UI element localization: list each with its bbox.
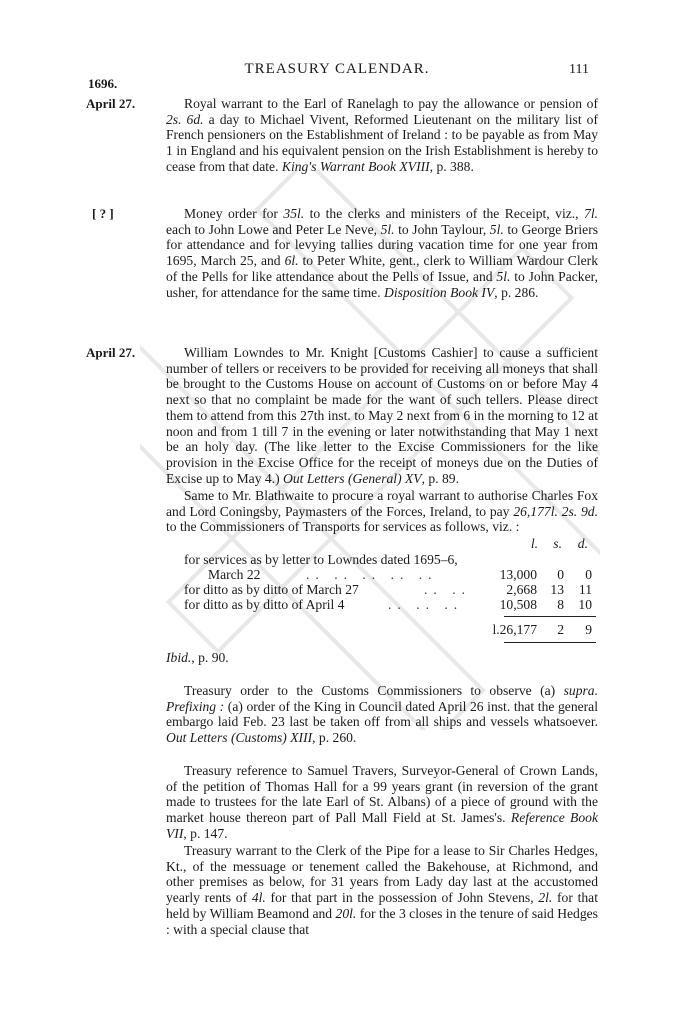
text-segment: , p. 388. <box>429 158 474 174</box>
sum-rule-top <box>504 616 596 617</box>
source-citation: Reference Book VII <box>166 810 598 841</box>
source-citation: Out Letters (Customs) XIII <box>166 730 313 746</box>
col-pounds: l. <box>530 536 538 551</box>
entry-date: [ ? ] <box>92 206 114 221</box>
amount-shillings: 0 <box>557 567 564 582</box>
text-italic: 5l. <box>380 221 395 237</box>
leader-dots: .. .. .. .. .. <box>306 567 438 582</box>
entry-text <box>166 345 598 486</box>
text-italic: supra. <box>563 683 598 698</box>
text-segment: to Peter White, gent., clerk to William Wardour Clerk of the Pells for like attendance about the Pells of Issue, and <box>166 253 598 284</box>
text-segment: William Lowndes to Mr. Knight [Customs Cashier] to cause a sufficient number of tellers or receivers to be provided for receiving all moneys that shall be brought to the Customs House on account of Customs on or before May 4 next so that no complaint be made for the want of such tellers. Please direct them to attend from this 27th inst. to May 2 next from 6 in the morning to 12 at noon and from 1 till 7 in the evening or later notwithstanding that May 1 next be an holy day. (The like letter to the Excise Commissioners for the like provision in the Excise Office for the receipt of moneys due on the Duties of Excise up to May 4.) <box>166 345 598 486</box>
text-segment: , p. 90. <box>191 650 229 665</box>
col-shillings: s. <box>553 536 562 551</box>
page-header <box>0 61 674 91</box>
entry-text <box>166 96 598 175</box>
entry-date: April 27. <box>86 345 136 360</box>
amount-row <box>166 597 598 613</box>
total-pounds: l.26,177 <box>492 622 537 637</box>
entry-pipe-warrant <box>166 843 598 937</box>
amount-pounds: 10,508 <box>499 597 537 612</box>
text-segment: a day to Michael Vivent, Reformed Lieutenant on the military list of French pensioners on the Establishment of Ireland : to be payable as from May 1 in England and his equivalent pension on the Irish Establishment is hereby to cease from that date. <box>166 111 598 174</box>
total-pence: 9 <box>585 622 592 637</box>
amount-label: for ditto as by ditto of March 27 <box>184 582 359 597</box>
leader-dots: .. .. .. <box>388 597 464 612</box>
amount-reference <box>166 650 598 666</box>
entry-date: April 27. <box>86 96 136 111</box>
text-italic: 26,177l. 2s. 9d. <box>513 503 598 519</box>
text-segment: for the 3 closes in the tenure of said Hedges : with a special clause that <box>166 905 598 937</box>
source-citation: Ibid. <box>166 650 192 665</box>
text-italic: Prefixing : <box>166 698 225 714</box>
text-italic: 35l. <box>283 206 305 221</box>
text-segment: for that part in the possession of John Stevens, <box>265 890 539 906</box>
source-citation: King's Warrant Book XVIII <box>281 158 430 174</box>
leader-dots: .. .. <box>424 582 471 597</box>
text-segment: (a) order of the King in Council dated April 26 inst. that the general embargo laid Feb. 23 last be taken off from all ships and vessels whatsoever. <box>166 698 598 730</box>
text-italic: 7l. <box>584 206 598 221</box>
entry-text <box>166 206 598 300</box>
text-segment: , p. 89. <box>421 470 459 486</box>
text-segment: for that held by William Beamond and <box>166 890 598 921</box>
amount-label: March 22 <box>208 567 261 582</box>
text-segment: Treasury order to the Customs Commissioners to observe (a) <box>184 683 564 698</box>
text-italic: 2l. <box>538 890 553 906</box>
text-italic: 20l. <box>335 905 357 921</box>
text-segment: , p. 147. <box>183 825 228 841</box>
amount-pence: 11 <box>578 582 592 597</box>
text-italic: 6l. <box>284 253 299 269</box>
amount-shillings: 13 <box>550 582 564 597</box>
text-segment: Treasury warrant to the Clerk of the Pipe for a lease to Sir Charles Hedges, Kt., of the messuage or tenement called the Bakehouse, at Richmond, and other premises as below, for 31 years from Lady day last at the accustomed yearly rents of <box>166 843 598 906</box>
entry-blathwaite <box>166 488 598 535</box>
amount-pounds: 2,668 <box>506 582 537 597</box>
amount-row <box>166 567 598 583</box>
amount-label: for ditto as by ditto of April 4 <box>184 597 345 612</box>
amount-pence: 10 <box>578 597 592 612</box>
page-number: 111 <box>569 62 589 77</box>
amount-total-row <box>166 622 598 638</box>
entry-customs-order <box>166 683 598 746</box>
amount-pence: 0 <box>585 567 592 582</box>
amount-label: for services as by letter to Lowndes dated 1695–6, <box>184 552 458 567</box>
text-segment: to John Taylour, <box>394 221 490 237</box>
text-italic: 5l. <box>489 221 504 237</box>
text-segment: Treasury reference to Samuel Travers, Surveyor-General of Crown Lands, of the petition of Thomas Hall for a 99 years grant (in reversion of the grant made to trustees for the late Earl of St. Albans) of a piece of ground with the market house thereon part of Pall Mall Field at St. James's. <box>166 763 598 826</box>
text-segment: each to John Lowe and Peter Le Neve, <box>166 221 381 237</box>
amounts-header <box>166 536 598 552</box>
amount-pounds: 13,000 <box>499 567 537 582</box>
text-segment: Royal warrant to the Earl of Ranelagh to pay the allowance or pension of <box>184 96 598 111</box>
text-segment: to George Briers for attendance and for levying tallies during vacation time for one year from 1695, March 25, and <box>166 221 599 269</box>
text-segment: Money order for <box>184 206 284 221</box>
text-segment: , p. 286. <box>494 284 539 300</box>
col-pence: d. <box>577 536 588 551</box>
text-segment: , p. 260. <box>312 730 357 746</box>
text-segment: to the clerks and ministers of the Receipt, viz., <box>304 206 585 221</box>
text-italic: 5l. <box>496 268 511 284</box>
sum-rule-bottom <box>504 642 596 643</box>
text-segment: to John Packer, usher, for attendance for the same time. <box>166 268 599 300</box>
source-citation: Disposition Book IV <box>384 284 495 300</box>
running-title: TREASURY CALENDAR. <box>244 61 430 77</box>
total-shillings: 2 <box>557 622 564 637</box>
amount-row <box>166 552 598 568</box>
text-segment: to the Commissioners of Transports for services as follows, viz. : <box>166 519 520 535</box>
year-marker: 1696. <box>88 76 118 91</box>
entry-travers-reference <box>166 763 598 842</box>
amount-shillings: 8 <box>557 597 564 612</box>
text-italic: 2s. 6d. <box>166 111 204 127</box>
text-italic: 4l. <box>251 890 266 906</box>
amount-row <box>166 582 598 598</box>
text-segment: Same to Mr. Blathwaite to procure a royal warrant to authorise Charles Fox and Lord Coningsby, Paymasters of the Forces, Ireland, to pay <box>166 488 598 519</box>
source-citation: Out Letters (General) XV <box>283 470 422 486</box>
